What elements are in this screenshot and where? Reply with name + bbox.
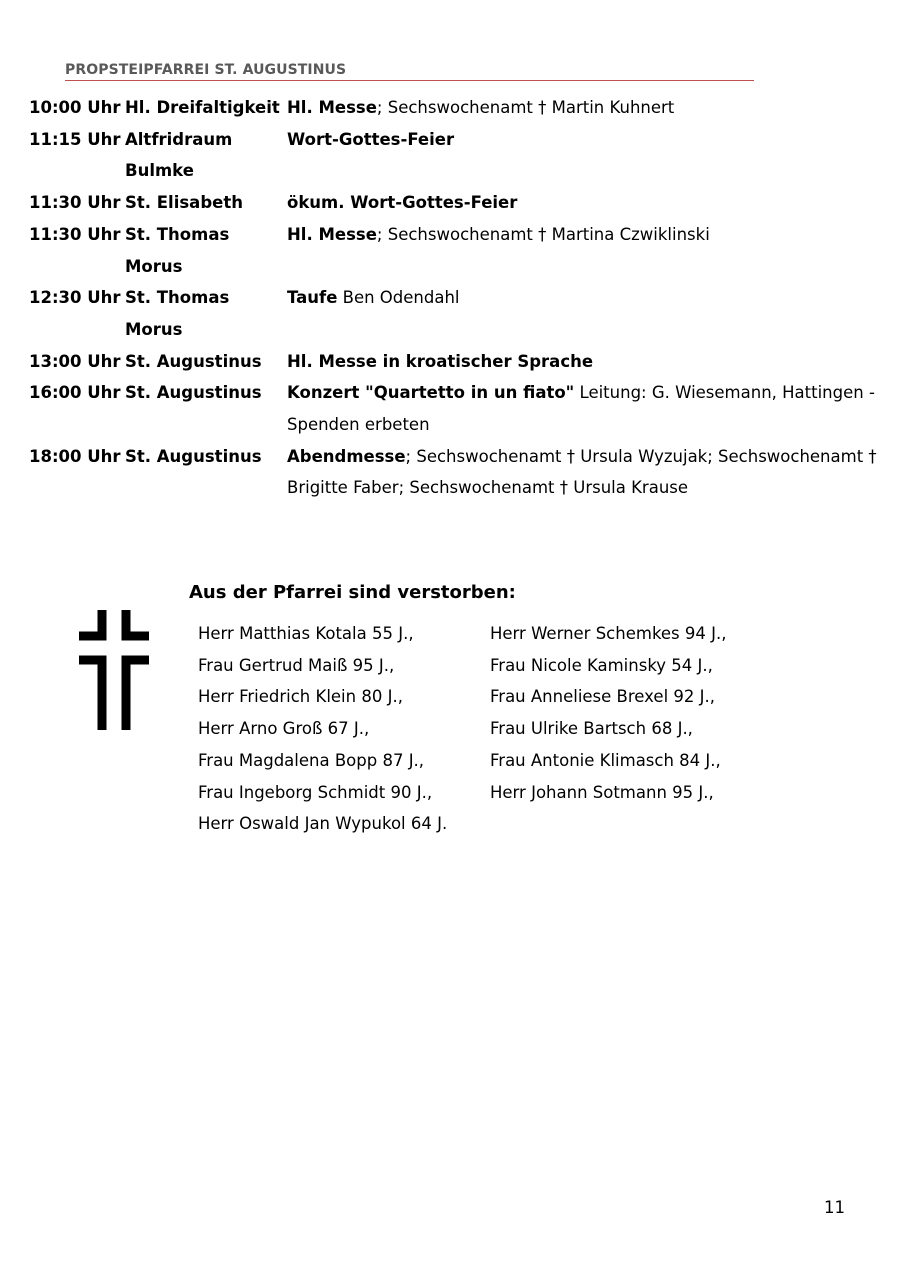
service-location: St. Augustinus <box>125 383 262 403</box>
service-description <box>287 346 879 378</box>
service-detail: ; Sechswochenamt † Ursula Wyzujak; Sechswochenamt † Brigitte Faber; Sechswochenamt † Ursula Krause <box>287 446 877 498</box>
service-title: Hl. Messe in kroatischer Sprache <box>287 351 594 371</box>
schedule-row <box>29 219 879 282</box>
service-description <box>287 219 879 282</box>
service-schedule <box>29 92 879 504</box>
service-description <box>287 124 879 187</box>
deceased-list-left <box>198 618 447 840</box>
service-title: ökum. Wort-Gottes-Feier <box>287 193 518 213</box>
deceased-entry: Herr Johann Sotmann 95 J., <box>490 782 714 802</box>
service-location: St. Thomas Morus <box>125 224 230 276</box>
deceased-heading: Aus der Pfarrei sind verstorben: <box>189 582 516 603</box>
schedule-row <box>29 282 879 345</box>
service-title: Abendmesse <box>287 446 406 466</box>
service-detail: ; Sechswochenamt † Martina Czwiklinski <box>376 224 710 244</box>
deceased-entry: Frau Ingeborg Schmidt 90 J., <box>198 782 433 802</box>
schedule-row <box>29 346 879 378</box>
service-time: 11:30 Uhr <box>29 224 121 244</box>
deceased-entry: Herr Arno Groß 67 J., <box>198 719 370 739</box>
deceased-entry: Herr Oswald Jan Wypukol 64 J. <box>198 814 448 834</box>
service-detail: Leitung: G. Wiesemann, Hattingen - Spenden erbeten <box>287 383 875 435</box>
deceased-entry: Frau Ulrike Bartsch 68 J., <box>490 719 693 739</box>
service-location: St. Augustinus <box>125 446 262 466</box>
schedule-row <box>29 124 879 187</box>
schedule-row <box>29 187 879 219</box>
service-description <box>287 92 879 124</box>
deceased-entry: Frau Antonie Klimasch 84 J., <box>490 750 721 770</box>
service-time: 10:00 Uhr <box>29 98 121 117</box>
service-detail: Ben Odendahl <box>337 288 460 308</box>
service-detail: ; Sechswochenamt † Martin Kuhnert <box>376 98 675 117</box>
deceased-entry: Herr Friedrich Klein 80 J., <box>198 687 403 707</box>
schedule-row <box>29 441 879 504</box>
service-description <box>287 441 879 504</box>
service-location: Hl. Dreifaltigkeit <box>125 98 280 117</box>
service-title: Wort-Gottes-Feier <box>287 129 455 149</box>
service-time: 11:30 Uhr <box>29 193 121 213</box>
deceased-entry: Herr Werner Schemkes 94 J., <box>490 624 727 643</box>
service-location: St. Elisabeth <box>125 193 243 213</box>
deceased-entry: Frau Anneliese Brexel 92 J., <box>490 687 715 707</box>
service-title: Hl. Messe <box>287 224 377 244</box>
deceased-entry: Frau Magdalena Bopp 87 J., <box>198 750 425 770</box>
schedule-row <box>29 377 879 440</box>
schedule-row <box>29 92 879 124</box>
page-header: PROPSTEIPFARREI ST. AUGUSTINUS <box>65 62 754 81</box>
deceased-entry: Frau Gertrud Maiß 95 J., <box>198 655 395 675</box>
service-title: Konzert "Quartetto in un fiato" <box>287 383 575 403</box>
service-location: Altfridraum Bulmke <box>125 129 233 181</box>
deceased-entry: Frau Nicole Kaminsky 54 J., <box>490 655 713 675</box>
deceased-entry: Herr Matthias Kotala 55 J., <box>198 624 414 643</box>
service-location: St. Thomas Morus <box>125 288 230 339</box>
service-title: Hl. Messe <box>287 98 377 117</box>
service-time: 16:00 Uhr <box>29 383 121 403</box>
service-time: 11:15 Uhr <box>29 129 121 149</box>
service-time: 18:00 Uhr <box>29 446 121 466</box>
service-title: Taufe <box>287 288 338 308</box>
service-description <box>287 187 879 219</box>
page-number: 11 <box>824 1198 845 1217</box>
service-location: St. Augustinus <box>125 351 262 371</box>
service-description <box>287 377 879 440</box>
service-time: 13:00 Uhr <box>29 351 121 371</box>
service-time: 12:30 Uhr <box>29 288 121 308</box>
service-description <box>287 282 879 345</box>
cross-icon <box>79 610 149 730</box>
deceased-list-right <box>490 618 727 808</box>
